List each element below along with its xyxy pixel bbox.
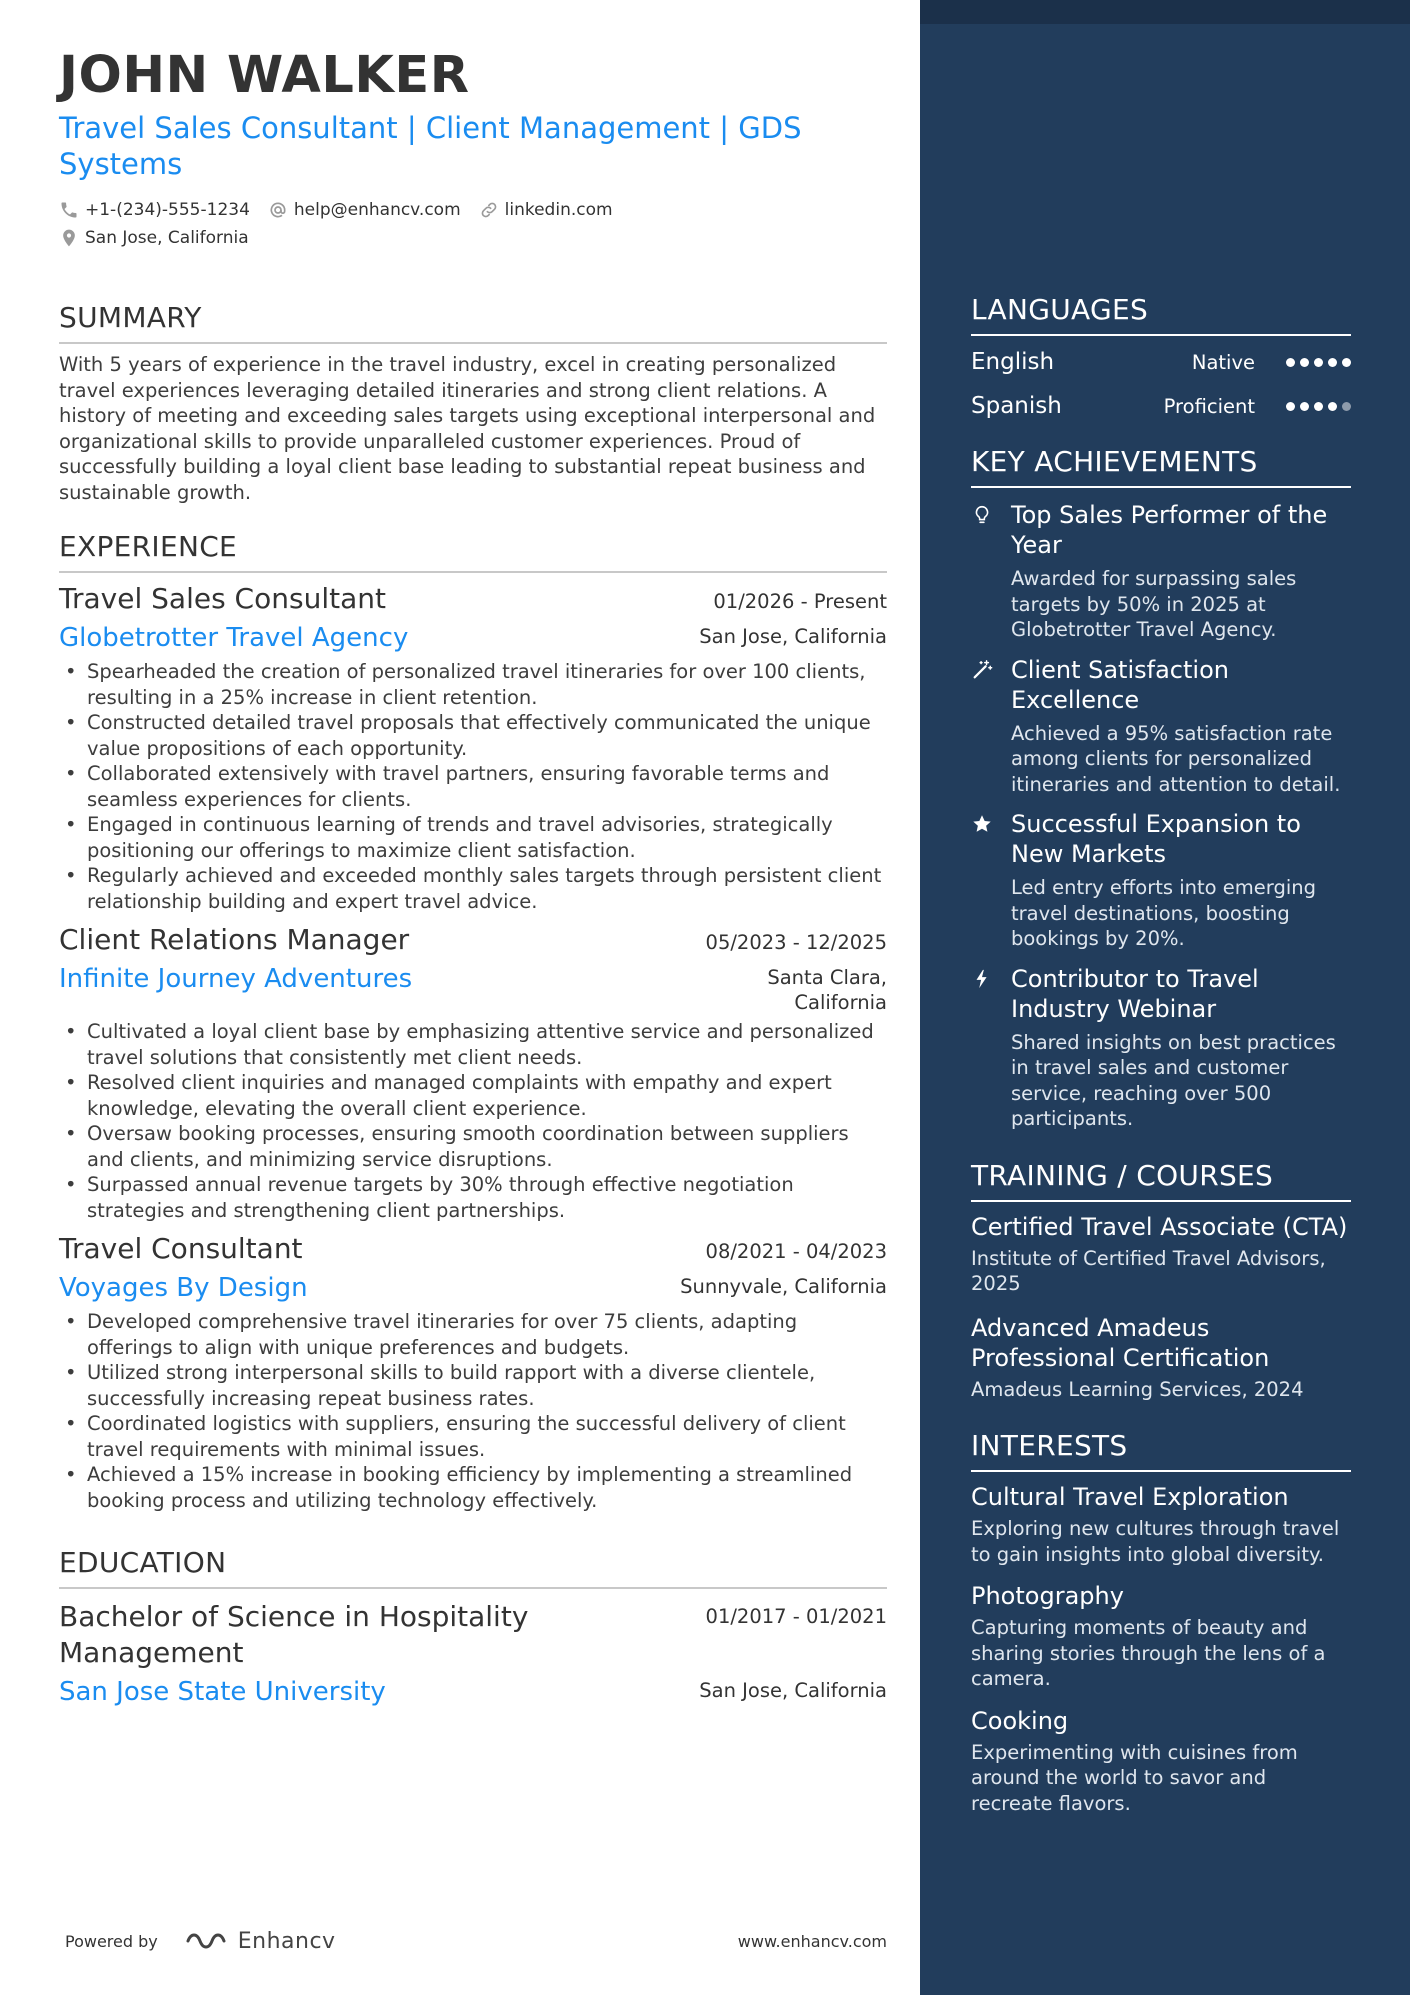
sidebar-column	[971, 292, 1351, 1816]
bullet-item: • Developed comprehensive travel itineraries for over 75 clients, adapting offerings to align with unique preferences and budgets.	[59, 1309, 887, 1360]
training-section-title: TRAINING / COURSES	[971, 1158, 1351, 1202]
bullet-item: • Utilized strong interpersonal skills to build rapport with a diverse clientele, successfully increasing repeat business rates.	[59, 1360, 887, 1411]
job-role: Travel Consultant	[59, 1232, 303, 1265]
language-level: Proficient	[1163, 394, 1255, 418]
rating-dot-filled	[1286, 358, 1295, 367]
rating-dot-filled	[1300, 402, 1309, 411]
education-entry	[59, 1599, 887, 1709]
powered-by-label: Powered by	[65, 1931, 158, 1951]
candidate-name: JOHN WALKER	[59, 46, 470, 105]
enhancv-logo-text: Enhancv	[237, 1928, 336, 1954]
job-entry	[59, 581, 887, 914]
language-name: Spanish	[971, 393, 1062, 419]
achievement-description: Achieved a 95% satisfaction rate among clients for personalized itineraries and attention to detail.	[1011, 721, 1341, 796]
language-rating	[1281, 358, 1351, 367]
contact-linkedin[interactable]	[479, 200, 613, 220]
language-name: English	[971, 349, 1055, 375]
at-icon	[268, 200, 288, 220]
achievements-section-title: KEY ACHIEVEMENTS	[971, 444, 1351, 488]
job-location: San Jose, California	[699, 625, 887, 648]
interest-description: Experimenting with cuisines from around the world to savor and recreate flavors.	[971, 1740, 1298, 1815]
contact-info	[59, 196, 887, 252]
language-rating	[1281, 402, 1351, 411]
job-entry	[59, 1231, 887, 1513]
interest-title: Photography	[971, 1582, 1124, 1610]
job-company: Voyages By Design	[59, 1273, 308, 1303]
education-section-title: EDUCATION	[59, 1545, 887, 1589]
course-title: Certified Travel Associate (CTA)	[971, 1212, 1348, 1241]
job-bullets	[59, 1309, 887, 1513]
course-provider: Amadeus Learning Services, 2024	[971, 1377, 1304, 1401]
bullet-item: • Collaborated extensively with travel partners, ensuring favorable terms and seamless experiences for clients.	[59, 761, 887, 812]
job-bullets	[59, 1019, 887, 1223]
email-text: help@enhancv.com	[293, 200, 461, 220]
rating-dot-filled	[1328, 358, 1337, 367]
course-item	[971, 1212, 1351, 1297]
rating-dot-filled	[1300, 358, 1309, 367]
achievement-title: Successful Expansion to New Markets	[1011, 810, 1301, 868]
enhancv-logo[interactable]	[184, 1927, 336, 1955]
job-location: Santa Clara, California	[767, 966, 887, 1014]
summary-section-title: SUMMARY	[59, 300, 887, 344]
job-bullets	[59, 659, 887, 914]
education-dates: 01/2017 - 01/2021	[705, 1605, 887, 1628]
rating-dot-filled	[1314, 358, 1323, 367]
contact-email[interactable]	[268, 200, 461, 220]
language-item	[971, 340, 1351, 384]
sidebar-top-band	[920, 0, 1410, 24]
achievement-item	[971, 655, 1351, 798]
summary-text: With 5 years of experience in the travel industry, excel in creating personalized travel experiences leveraging detailed itineraries and strong client relations. A history of meeting and exceeding sales targets using exceptional interpersonal and organizational skills to provide unparalleled customer experiences. Proud of successfully building a loyal client base leading to substantial repeat business and sustainable growth.	[59, 353, 876, 504]
bullet-item: • Surpassed annual revenue targets by 30% through effective negotiation strategies and strengthening client partnerships.	[59, 1172, 887, 1223]
interest-description: Exploring new cultures through travel to gain insights into global diversity.	[971, 1517, 1340, 1566]
bullet-item: • Engaged in continuous learning of trends and travel advisories, strategically positioning our offerings to maximize client satisfaction.	[59, 812, 887, 863]
achievement-title: Top Sales Performer of the Year	[1011, 501, 1328, 559]
enhancv-logo-icon	[184, 1927, 232, 1955]
education-degree: Bachelor of Science in Hospitality Management	[59, 1600, 529, 1669]
achievement-title: Contributor to Travel Industry Webinar	[1011, 964, 1259, 1023]
interest-description: Capturing moments of beauty and sharing stories through the lens of a camera.	[971, 1616, 1326, 1690]
location-pin-icon	[59, 228, 79, 248]
bullet-item: • Coordinated logistics with suppliers, ensuring the successful delivery of client travel requirements with minimal issues.	[59, 1411, 887, 1462]
achievement-item	[971, 500, 1351, 643]
job-company: Globetrotter Travel Agency	[59, 623, 409, 653]
job-role: Travel Sales Consultant	[59, 582, 386, 615]
languages-section-title: LANGUAGES	[971, 292, 1351, 336]
bullet-item: • Spearheaded the creation of personalized travel itineraries for over 100 clients, resulting in a 25% increase in client retention.	[59, 659, 887, 710]
rating-dot-empty	[1342, 402, 1351, 411]
achievement-title: Client Satisfaction Excellence	[1011, 655, 1229, 714]
education-location: San Jose, California	[699, 1679, 887, 1702]
rating-dot-filled	[1314, 402, 1323, 411]
job-dates: 01/2026 - Present	[713, 590, 887, 613]
bullet-item: • Resolved client inquiries and managed complaints with empathy and expert knowledge, elevating the overall client experience.	[59, 1070, 887, 1121]
phone-icon	[59, 200, 79, 220]
magic-wand-icon	[971, 659, 993, 681]
location-text: San Jose, California	[85, 228, 249, 248]
achievement-item	[971, 809, 1351, 952]
interest-title: Cultural Travel Exploration	[971, 1483, 1289, 1511]
language-level: Native	[1191, 350, 1255, 374]
bullet-item: • Oversaw booking processes, ensuring smooth coordination between suppliers and clients, and minimizing service disruptions.	[59, 1121, 887, 1172]
achievement-description: Awarded for surpassing sales targets by 50% in 2025 at Globetrotter Travel Agency.	[1011, 567, 1297, 641]
job-company: Infinite Journey Adventures	[59, 964, 413, 994]
achievement-item	[971, 964, 1351, 1132]
lightbulb-icon	[971, 504, 993, 526]
bullet-item: • Achieved a 15% increase in booking efficiency by implementing a streamlined booking process and utilizing technology effectively.	[59, 1462, 887, 1513]
contact-location	[59, 228, 249, 248]
lightning-icon	[971, 968, 993, 990]
interest-item	[971, 1581, 1351, 1692]
rating-dot-filled	[1286, 402, 1295, 411]
experience-section-title: EXPERIENCE	[59, 529, 887, 573]
course-title: Advanced Amadeus Professional Certification	[971, 1313, 1270, 1372]
job-dates: 08/2021 - 04/2023	[705, 1240, 887, 1263]
bullet-item: • Regularly achieved and exceeded monthly sales targets through persistent client relationship building and expert travel advice.	[59, 863, 887, 914]
linkedin-text: linkedin.com	[504, 200, 613, 220]
main-column	[59, 44, 887, 1709]
footer	[65, 1927, 887, 1955]
language-item	[971, 384, 1351, 428]
rating-dot-filled	[1342, 358, 1351, 367]
education-school: San Jose State University	[59, 1677, 386, 1707]
interests-section-title: INTERESTS	[971, 1428, 1351, 1472]
phone-text: +1-(234)-555-1234	[85, 200, 250, 220]
link-icon	[479, 200, 499, 220]
headline: Travel Sales Consultant | Client Management | GDS Systems	[59, 111, 802, 181]
job-location: Sunnyvale, California	[680, 1275, 887, 1298]
course-provider: Institute of Certified Travel Advisors, 2025	[971, 1246, 1326, 1295]
bullet-item: • Cultivated a loyal client base by emphasizing attentive service and personalized travel solutions that consistently met client needs.	[59, 1019, 887, 1070]
footer-website-link[interactable]: www.enhancv.com	[737, 1931, 887, 1951]
contact-phone[interactable]	[59, 200, 250, 220]
job-entry	[59, 922, 887, 1223]
bullet-item: • Constructed detailed travel proposals that effectively communicated the unique value propositions of each opportunity.	[59, 710, 887, 761]
interest-item	[971, 1482, 1351, 1567]
job-role: Client Relations Manager	[59, 923, 410, 956]
course-item	[971, 1313, 1351, 1403]
star-icon	[971, 813, 993, 835]
interest-item	[971, 1706, 1351, 1817]
achievement-description: Shared insights on best practices in travel sales and customer service, reaching over 500 participants.	[1011, 1030, 1336, 1130]
rating-dot-filled	[1328, 402, 1337, 411]
achievement-description: Led entry efforts into emerging travel destinations, boosting bookings by 20%.	[1011, 876, 1316, 950]
job-dates: 05/2023 - 12/2025	[705, 931, 887, 954]
interest-title: Cooking	[971, 1706, 1069, 1735]
